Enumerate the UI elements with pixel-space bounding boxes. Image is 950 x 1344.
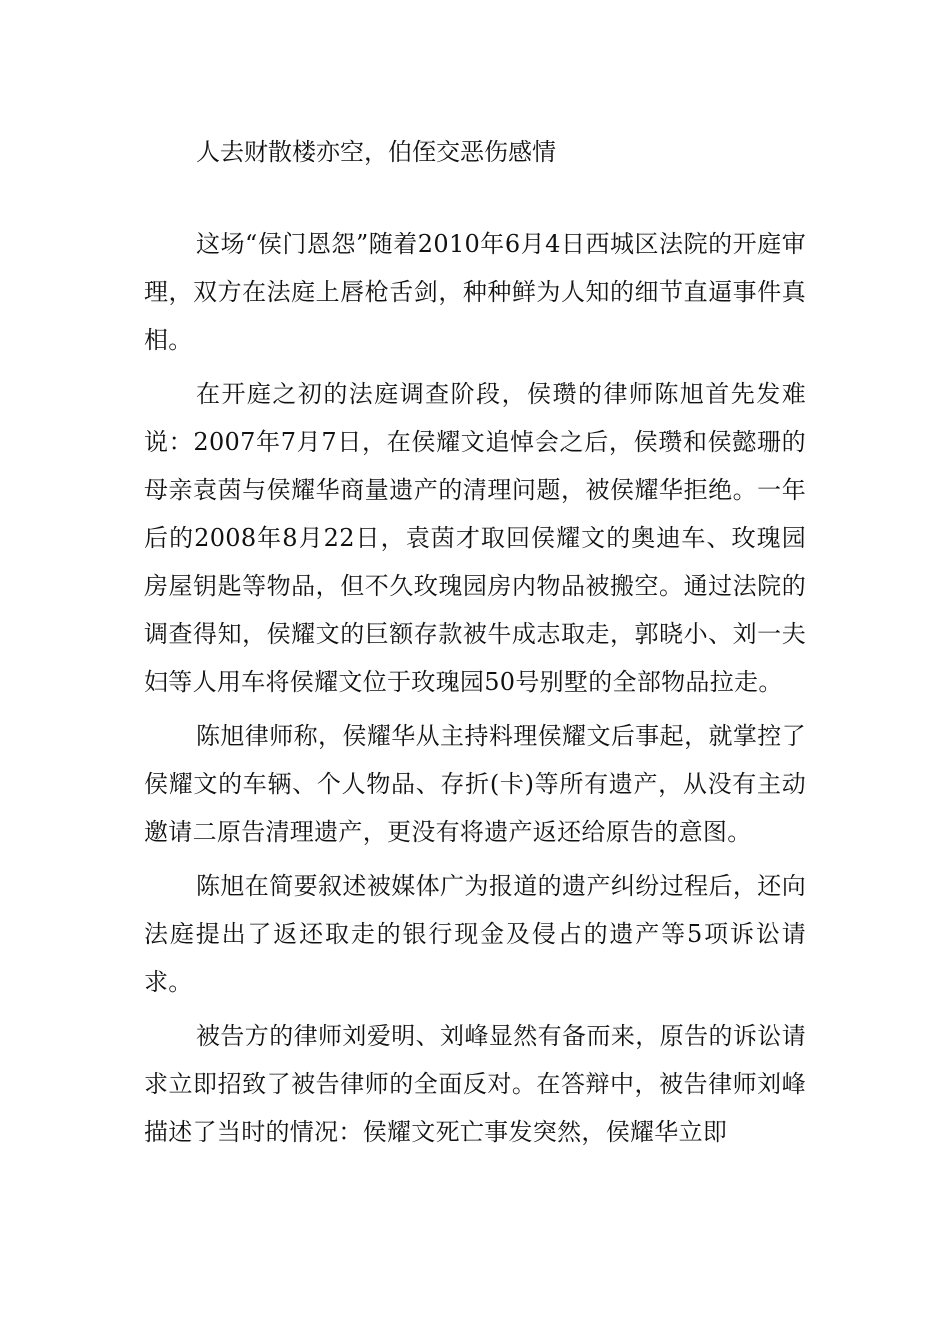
document-page [144, 128, 806, 1162]
paragraph-1: 这场“侯门恩怨”随着2010年6月4日西城区法院的开庭审理，双方在法庭上唇枪舌剑，种种鲜为人知的细节直逼事件真相。 [144, 230, 806, 354]
paragraph-3: 陈旭律师称，侯耀华从主持料理侯耀文后事起，就掌控了侯耀文的车辆、个人物品、存折(卡)等所有遗产，从没有主动邀请二原告清理遗产，更没有将遗产返还给原告的意图。 [144, 722, 806, 846]
paragraph-4: 陈旭在简要叙述被媒体广为报道的遗产纠纷过程后，还向法庭提出了返还取走的银行现金及侵占的遗产等5项诉讼请求。 [144, 872, 806, 996]
paragraph-2: 在开庭之初的法庭调查阶段，侯瓒的律师陈旭首先发难说：2007年7月7日，在侯耀文追悼会之后，侯瓒和侯懿珊的母亲袁茵与侯耀华商量遗产的清理问题，被侯耀华拒绝。一年后的2008年8月22日，袁茵才取回侯耀文的奥迪车、玫瑰园房屋钥匙等物品，但不久玫瑰园房内物品被搬空。通过法院的调查得知，侯耀文的巨额存款被牛成志取走，郭晓小、刘一夫妇等人用车将侯耀文位于玫瑰园50号别墅的全部物品拉走。 [144, 380, 806, 696]
section-heading: 人去财散楼亦空，伯侄交恶伤感情 [196, 138, 556, 166]
paragraph-5: 被告方的律师刘爱明、刘峰显然有备而来，原告的诉讼请求立即招致了被告律师的全面反对。在答辩中，被告律师刘峰描述了当时的情况：侯耀文死亡事发突然，侯耀华立即 [144, 1022, 806, 1146]
